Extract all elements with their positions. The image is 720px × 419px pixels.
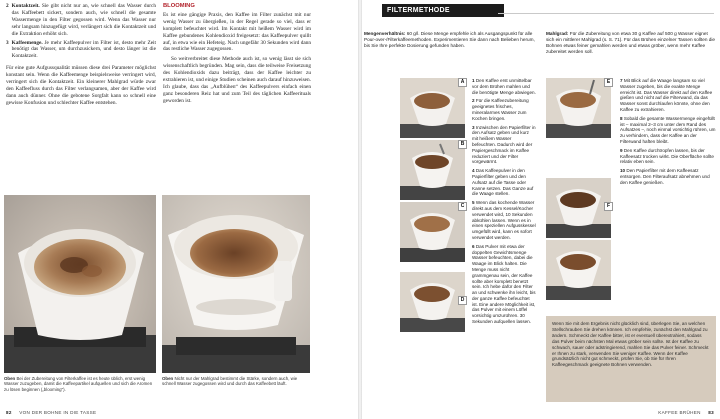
- photo-pour-over-dripper: [162, 195, 310, 373]
- left-page: [0, 0, 358, 419]
- intro-ratio: [364, 31, 539, 49]
- step-photo-e: [546, 78, 611, 138]
- intro-term: Mengenverhältnis:: [364, 31, 406, 36]
- left-footer: [0, 410, 96, 415]
- intro-text: 60 g/l. Diese Menge empfehle ich als Ausgangspunkt für alle Pour-over-/Filterkaffeemethoden. Experimentieren Sie dann nach Belieben herum, bis Sie Ihre perfekte Dosierung gefunden haben.: [364, 31, 535, 49]
- page-heading: FILTERMETHODE: [382, 4, 504, 17]
- page-number: 83: [708, 410, 714, 415]
- caption-label: Oben: [162, 376, 174, 381]
- step-photo-a: [400, 78, 465, 138]
- step-text: Das Pulver mit etwa der doppelten Gewichtsmenge Wasser befeuchten, dabei die Waage im Blick halten. Die Menge muss nicht grammgenau sein, der Kaffee sollte aber komplett benetzt sein. Ich hebe dafür den Filter an und schwenke ihn leicht, bis der ganze Kaffee befeuchtet ist. Eine andere Möglichkeit ist, das Pulver mit einem Löffel vorsichtig umzurühren. 30 Sekunden aufquellen lassen.: [472, 243, 536, 325]
- step-photo-b: [400, 140, 465, 200]
- tip-box: Wenn Sie mit dem Ergebnis nicht glücklich sind, überlegen Sie, an welchen Stellschrauben Sie drehen können. Ich empfehle, zunächst den Mahlgrad zu ändern. Schmeckt der Kaffee bitter, ist er eventuell überextrahiert, sodass das Pulver beim nächsten Mal etwas gröber sein sollte. Ist der Kaffee zu schwach, sauer oder adstringierend, mahlen Sie das Pulver feiner. Schmeckt er Ihnen zu stark, verwenden Sie weniger Kaffee. Wenn der Kaffee grundsätzlich nicht gut schmeckt, prüfen Sie, ob Sie für Ihren Kaffeegeschmack geeignete Bohnen verwenden.: [546, 316, 716, 402]
- step-item: [620, 78, 716, 113]
- step-text: Mit Blick auf die Waage langsam so viel Wasser zugeben, bis die exakte Menge erreicht ist. Das Wasser direkt auf den Kaffee gießen und nicht auf die Filterwand, da das Wasser sonst durchlaufen könnte, ohne den Kaffee zu extrahieren.: [620, 78, 713, 112]
- caption-text: Nicht nur der Mahlgrad bestimmt die Stärke, sondern auch, wie schnell Wasser zugegossen wird und durch das Kaffeebett läuft.: [162, 376, 298, 387]
- caption-label: Oben: [4, 376, 16, 381]
- left-column-2: [163, 3, 311, 108]
- step-text: Inzwischen den Papierfilter in den Aufsatz geben und kurz mit heißem Wasser befeuchten. Dadurch wird der Papiergeschmack im Kaffee reduziert und der Filter vorgewärmt.: [472, 124, 536, 165]
- caption-1: [4, 376, 156, 392]
- step-tag: B: [458, 140, 467, 149]
- step-photo-c: [400, 202, 465, 262]
- photo-blooming-coffee: [4, 195, 156, 373]
- step-tag: A: [458, 78, 467, 87]
- step-number: 10: [620, 168, 626, 174]
- list-number: 3: [6, 39, 9, 46]
- list-item: [6, 40, 156, 61]
- step-item: [472, 98, 536, 121]
- step-number: 6: [472, 243, 475, 249]
- step-number: 7: [620, 78, 623, 83]
- caption-text: Bei der Zubereitung von Filterkaffee ist es heute üblich, erst wenig Wasser zuzugeben, damit die Kaffeepartikel aufquellen und sich die Aromen zu lösen beginnen („blooming“).: [4, 376, 153, 392]
- step-photo-d: [400, 272, 465, 332]
- page-number: 82: [6, 410, 12, 415]
- step-number: 2: [472, 98, 475, 104]
- step-item: [472, 78, 536, 95]
- steps-left: [472, 78, 536, 328]
- step-number: 1: [472, 78, 475, 83]
- step-tag: D: [458, 296, 467, 305]
- list-item: [6, 3, 156, 38]
- step-tag: E: [604, 78, 613, 87]
- step-number: 5: [472, 200, 475, 206]
- step-text: Den Kaffee erst unmittelbar vor dem Brühen mahlen und die benötigte Menge abwiegen.: [472, 78, 536, 95]
- left-column-1: [6, 3, 156, 110]
- step-tag: F: [604, 202, 613, 211]
- running-footer: VON DER BOHNE IN DIE TASSE: [19, 410, 97, 415]
- intro-term: Mahlgrad:: [546, 31, 569, 36]
- step-photo-f: [546, 178, 611, 238]
- step-item: [472, 200, 536, 241]
- step-item: [620, 148, 716, 165]
- body-paragraph: Es ist eine gängige Praxis, den Kaffee im Filter zunächst mit nur wenig Wasser zu übergießen, in der Regel gerade so viel, dass er komplett befeuchtet wird. Im Kontakt mit heißem Wasser wird im Kaffee gebundenes Kohlendioxid freigesetzt: das Kaffeepulver quillt auf, in etwa wie ein Hefeteig. Nach ungefähr 30 Sekunden wird dann das restliche Wasser zugegossen.: [163, 11, 311, 53]
- step-number: 3: [472, 124, 475, 130]
- intro-text: Für die Zubereitung von etwa 30 g Kaffee auf 500 g Wasser eignet sich ein mittlerer Mahlgrad (s. S. 71). Für das Brühen einzelner Tassen sollten die Bohnen etwas feiner gemahlen werden und etwas gröber, wenn mehr Kaffee zubereitet werden soll.: [546, 31, 716, 55]
- step-item: [472, 168, 536, 197]
- section-heading: BLOOMING: [163, 3, 195, 9]
- right-footer: [658, 410, 720, 415]
- list-term: Kaffeemenge.: [11, 39, 43, 46]
- step-text: Sobald die gesamte Wassermenge eingefüllt ist – maximal 2–3 cm unter dem Rand des Aufsatzes –, noch einmal vorsichtig rühren, um zu verhindern, dass der Kaffee an der Filterwand haften bleibt.: [620, 115, 716, 144]
- step-tag: C: [458, 202, 467, 211]
- list-body: Sie gibt nicht nur an, wie schnell das Wasser durch das Kaffeebett sickert, sondern auch, wie schnell die gesamte Wassermenge in den Filter gegossen wird. Wenn das Wasser nur sehr langsam hinzugefügt wird, verlängert sich die Kontaktzeit und die Extraktion erhöht sich.: [11, 3, 156, 37]
- list-text: [12, 40, 156, 61]
- step-number: 4: [472, 168, 475, 174]
- list-body: Je mehr Kaffeepulver im Filter ist, desto mehr Zeit benötigt das Wasser, um durchzusickern, und desto länger ist die Kontaktzeit.: [11, 39, 156, 60]
- steps-right: [620, 78, 716, 189]
- step-text: Das Kaffeepulver in den Papierfilter geben und den Aufsatz auf die Tasse oder Kanne setzen. Das Ganze auf die Waage stellen.: [472, 168, 534, 197]
- step-number: 8: [620, 115, 623, 121]
- step-text: Den Papierfilter mit dem Kaffeesatz entsorgen. Den Filteraufsatz abnehmen und den Kaffee genießen.: [620, 168, 710, 185]
- body-paragraph: Für eine gute Aufgussqualität müssen diese drei Parameter möglichst konstant sein. Wenn die Kaffeemenge beispielsweise verringert wird, verringert sich die Kontaktzeit. Ein kleinerer Mahlgrad würde zwar den Kaffeefluss durch das Filter verlangsamen, aber der Kaffee wird dann auch dünner. Ohne die gebotene Sorgfalt kann so schnell eine gewisse Konfusion und schlechter Kaffee entstehen.: [6, 65, 156, 106]
- step-photo-g: [546, 240, 611, 300]
- heading-rule: [498, 13, 714, 14]
- step-item: [472, 125, 536, 166]
- caption-2: [162, 376, 310, 387]
- list-text: [12, 3, 156, 38]
- step-text: Den Kaffee durchtropfen lassen, bis der Kaffeesatz trocken wirkt. Die Oberfläche sollte relativ eben sein.: [620, 147, 714, 165]
- step-item: [620, 168, 716, 185]
- body-paragraph: So weitverbreitet diese Methode auch ist, so wenig lässt sie sich wissenschaftlich begründen. Mag sein, dass die teilweise Freisetzung des Kohlendioxids dazu beiträgt, dass der Kaffee leichter zu extrahieren ist, und einige Studien scheinen auch darauf hinzuweisen. Ich glaube, dass das „Aufblühen“ des Kaffeepulvers einfach einen ganz besonderen Reiz hat und zum Teil des täglichen Kaffeerituals geworden ist.: [163, 56, 311, 104]
- step-number: 9: [620, 147, 623, 153]
- step-item: [472, 244, 536, 325]
- right-page: [362, 0, 720, 419]
- step-text: Wenn das kochende Wasser direkt aus dem Kessel/Kocher verwendet wird, 10 Sekunden abkühlen lassen. Wenn es in einen speziellen Aufgusskessel umgefüllt wird, kann es sofort verwendet werden.: [472, 200, 536, 240]
- step-text: Für die Kaffeezubereitung geeignetes frisches, mineralarmes Wasser zum Kochen bringen.: [472, 98, 529, 121]
- step-item: [620, 116, 716, 145]
- list-term: Kontaktzeit.: [11, 3, 40, 9]
- list-number: 2: [6, 3, 9, 9]
- running-footer: KAFFEE BRÜHEN: [658, 410, 701, 415]
- intro-grind: [546, 31, 716, 55]
